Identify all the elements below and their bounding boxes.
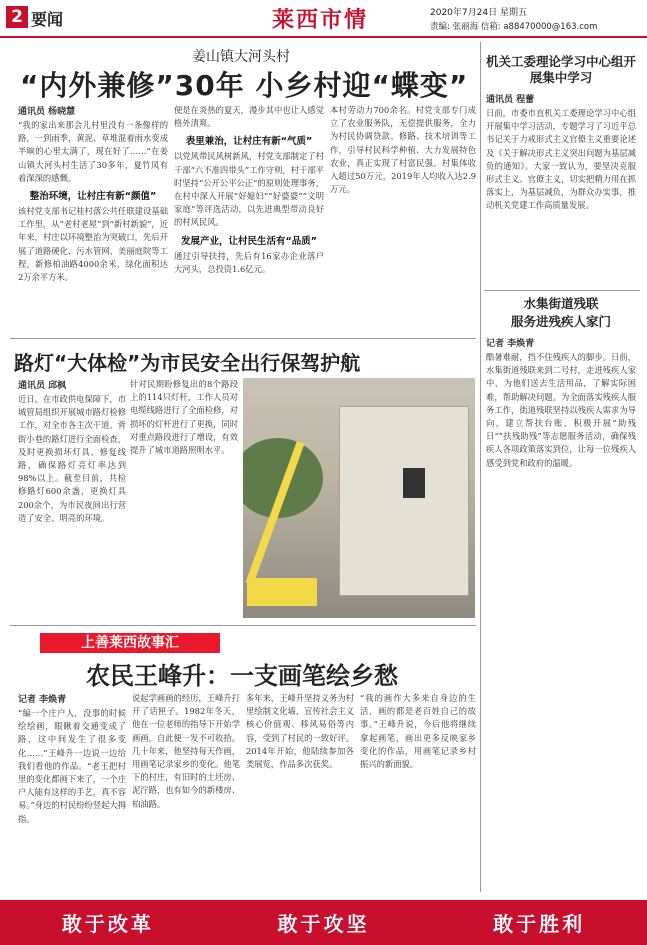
footer-slogan: 敢于改革 <box>61 912 154 936</box>
photo-electric-box <box>403 468 425 498</box>
article1-column-3 <box>330 104 476 332</box>
article1-byline: 通讯员 杨晓慧 <box>18 107 76 117</box>
article1-headline: “内外兼修”30年 小乡村迎“蝶变” <box>20 69 469 102</box>
footer-slogan-bar <box>0 900 647 945</box>
sidebar1-byline: 通讯员 程蕾 <box>486 95 535 105</box>
article2-text-1: 近日，在市政供电保障下，市城管局组织开展城市路灯检修工作，对全市各主次干道、背街小巷的路灯进行全面检查，及时更换损坏灯具、修复线路，确保路灯亮灯率达到98%以上。截至目前，共检修路灯600余盏，更换灯具200余个，为市民夜间出行营造了安全、明亮的环境。 <box>18 394 126 523</box>
page-number: 2 <box>6 6 28 28</box>
article2-byline: 通讯员 邱枫 <box>18 381 67 391</box>
article1-subhead-1: 整治环境，让村庄有新“颜值” <box>29 191 157 203</box>
sidebar2-title-line-2: 服务进残疾人家门 <box>510 314 611 329</box>
photo-truck <box>247 578 317 606</box>
article1-text-2: 该村党支部书记桂村落公共任联建设基础工作里，从“老村老屋”到“新村新貌”，近年来，村庄以环境整治为突破口，先后开展了道路硬化、污水管网、美丽庭院等工程，新修柏油路4000余米，绿化面积达2万余平方米。 <box>18 206 168 283</box>
article1-column-2 <box>174 104 324 332</box>
column-divider <box>480 42 481 892</box>
story-text-4: “我的画作大多来自身边的生活，画的都是老百姓自己的故事。”王峰升说，今后他将继续拿起画笔，画出更多反映家乡变化的作品，用画笔记录乡村振兴的新面貌。 <box>360 693 476 770</box>
sidebar-divider <box>484 290 640 291</box>
story-column-2 <box>132 692 240 892</box>
sidebar1-body <box>486 92 636 284</box>
story-text-3: 多年来，王峰升坚持义务为村里绘制文化墙，宣传社会主义核心价值观、移风易俗等内容，受到了村民的一致好评。2014年开始，他陆续参加各类展览，作品多次获奖。 <box>246 693 354 770</box>
article1-text-6: 本村劳动力700余名。村党支部专门成立了农业服务队，无偿提供服务，全力为村民协调贷款、修路、技术培训等工作，引导村民科学种植、大力发展特色农业，真正实现了村富民强。村集体收入超过50万元，2019年人均收入达2.9万元。 <box>330 105 476 195</box>
article2-headline: 路灯“大体检”为市民安全出行保驾护航 <box>14 351 361 375</box>
section-name: 要闻 <box>31 10 64 29</box>
article2-text-2: 针对民期盼修复出的8个路段上的114只灯杆，工作人员对电缆线路进行了全面检修，对损坏的灯杆进行了更换，同时对重点路段进行了增设，有效提升了城市道路照明水平。 <box>130 379 238 456</box>
issue-date: 2020年7月24日 星期五 <box>430 8 527 18</box>
sidebar1-text: 日前，市委市直机关工委理论学习中心组开展集中学习活动，专题学习了习近平总书记关于力戒形式主义官僚主义重要论述及《关于解决形式主义突出问题为基层减负的通知》。大家一致认为，要坚决克服形式主义、官僚主义，切实把精力用在抓落实上，为基层减负，为群众办实事，推动机关党建工作高质量发展。 <box>486 108 636 211</box>
section-divider <box>10 625 476 626</box>
sidebar2-byline: 记者 李焕青 <box>486 339 535 349</box>
article1-column-1 <box>18 104 168 332</box>
story-byline: 记者 李焕青 <box>18 695 67 705</box>
sidebar1-title: 机关工委理论学习中心组开展集中学习 <box>486 54 637 85</box>
article1-text-3: 便是在炎热的夏天，漫步其中也让人感觉格外清爽。 <box>174 105 324 129</box>
sidebar2-text: 酷暑难耐，挡不住残疾人的脚步。日前，水集街道残联来到二号村，走进残疾人家中，为他们送去生活用品，了解实际困难，帮助解决问题。为全面落实残疾人服务工作，街道残联坚持以残疾人需求为导向，建立帮扶台账，积极开展“助残日”“扶残助残”等志愿服务活动，确保残疾人各项政策落实到位，让每一位残疾人感受到党和政府的温暖。 <box>486 352 636 468</box>
footer-slogan: 敢于攻坚 <box>277 912 370 936</box>
story-banner: 上善莱西故事汇 <box>40 633 220 653</box>
article1-text-5: 通过引导扶持，先后有16家办企业落户大河头，总投资1.6亿元。 <box>174 250 324 274</box>
article2-column-2 <box>130 378 238 618</box>
photo-building <box>339 406 469 596</box>
article1-subhead-3: 发展产业，让村民生活有“品质” <box>181 235 317 247</box>
article1-text-4: 以党风带民风树新风，村党支部制定了村干部“六不准四带头”工作守则，村干部平时坚持“公开公平公正”的原则处理事务，在村中深入开展“好媳妇”“好婆婆”“文明家庭”等评选活动，以先进典型带动良好的村风民风。 <box>174 151 324 228</box>
story-text-2: 说起学画画的经历，王峰升打开了话匣子。1982年冬天，他在一位老师的指导下开始学画画，自此便一发不可收拾。几十年来，他坚持每天作画，用画笔记录家乡的变化。他笔下的村庄，有旧时的土坯房、泥泞路，也有如今的新楼房、柏油路。 <box>132 693 240 809</box>
story-column-3 <box>246 692 354 892</box>
paper-name: 莱西市情 <box>272 7 369 33</box>
story-column-1 <box>18 692 126 892</box>
article2-column-1 <box>18 378 126 618</box>
sidebar2-body <box>486 336 636 892</box>
streetlight-repair-photo <box>243 378 475 618</box>
story-column-4 <box>360 692 476 892</box>
footer-slogan: 敢于胜利 <box>493 912 586 936</box>
editor-info: 责编: 张丽海 信箱: a88470000@163.com <box>430 22 598 32</box>
sidebar2-title-line-1: 水集街道残联 <box>523 296 599 311</box>
story-headline: 农民王峰升：一支画笔绘乡愁 <box>86 662 398 690</box>
article1-kicker: 姜山镇大河头村 <box>192 49 290 65</box>
article1-text-1: “我的家出来那会儿村里没有一条像样的路，一到雨季，黄泥、草堆混着雨水变成半晌的心里太满了，现在好了……”在姜山镇大河头村生活了30多年，夏竹凤有着深深的感慨。 <box>18 120 168 183</box>
article1-subhead-2: 表里兼治，让村庄有新“气质” <box>185 136 313 148</box>
story-text-1: “编一个庄户人，没事的时候绘绘画，眼瞅着交通变成了路，这中间发生了很多变化……”王峰升一边说一边给我们看他的作品。“老王把村里的变化都画下来了，一个庄户人能有这样的手艺，真不容易。”身边的村民纷纷竖起大拇指。 <box>18 708 126 824</box>
section-divider <box>10 338 476 339</box>
masthead <box>0 0 647 38</box>
